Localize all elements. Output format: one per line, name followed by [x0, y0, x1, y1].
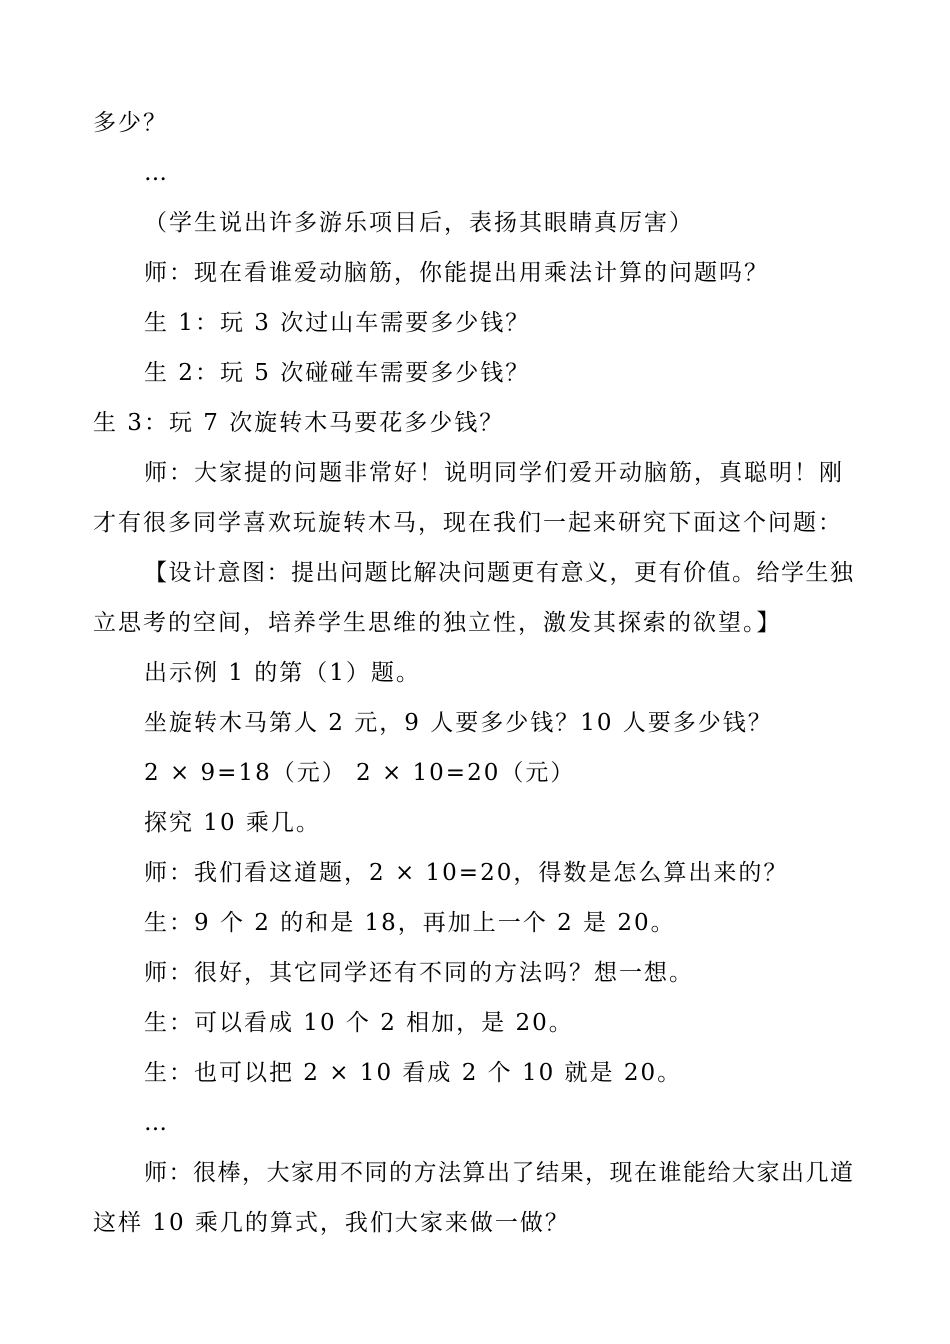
- text-line: 生：也可以把 2 × 10 看成 2 个 10 就是 20。: [144, 1060, 683, 1086]
- text-line: 师：很好，其它同学还有不同的方法吗？想一想。: [144, 960, 694, 986]
- text-line: 才有很多同学喜欢玩旋转木马，现在我们一起来研究下面这个问题：: [93, 510, 843, 536]
- text-line: 生：可以看成 10 个 2 相加，是 20。: [144, 1010, 574, 1036]
- equation-line: 2 × 9=18（元） 2 × 10=20（元）: [144, 760, 576, 786]
- text-line: 这样 10 乘几的算式，我们大家来做一做？: [93, 1210, 570, 1236]
- text-line: 探究 10 乘几。: [144, 810, 321, 836]
- text-line: 多少？: [93, 110, 168, 136]
- text-line: 师：现在看谁爱动脑筋，你能提出用乘法计算的问题吗？: [144, 260, 769, 286]
- text-line: 生 1：玩 3 次过山车需要多少钱？: [144, 310, 531, 336]
- text-line: 师：大家提的问题非常好！说明同学们爱开动脑筋，真聪明！刚: [144, 460, 844, 486]
- design-intent-line: 【设计意图：提出问题比解决问题更有意义，更有价值。给学生独: [144, 560, 855, 586]
- design-intent-line: 立思考的空间，培养学生思维的独立性，激发其探索的欲望。】: [93, 610, 782, 636]
- text-line: 生 2：玩 5 次碰碰车需要多少钱？: [144, 360, 531, 386]
- text-line: 师：我们看这道题，2 × 10=20，得数是怎么算出来的？: [144, 860, 789, 886]
- text-line: 师：很棒，大家用不同的方法算出了结果，现在谁能给大家出几道: [144, 1160, 855, 1186]
- ellipsis-line: …: [144, 160, 169, 186]
- text-line: 生：9 个 2 的和是 18，再加上一个 2 是 20。: [144, 910, 676, 936]
- ellipsis-line: …: [144, 1110, 169, 1136]
- text-line: 坐旋转木马第人 2 元，9 人要多少钱？10 人要多少钱？: [144, 710, 773, 736]
- text-line: （学生说出许多游乐项目后，表扬其眼睛真厉害）: [144, 210, 694, 236]
- text-line: 生 3：玩 7 次旋转木马要花多少钱？: [93, 410, 505, 436]
- text-line: 出示例 1 的第（1）题。: [144, 660, 421, 686]
